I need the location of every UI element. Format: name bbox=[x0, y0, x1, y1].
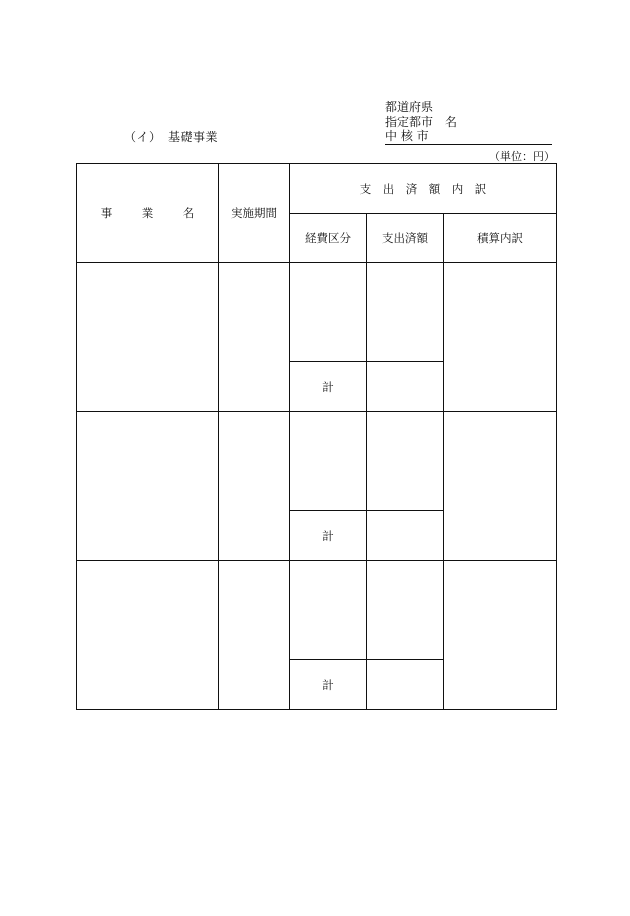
org-line-prefecture: 都道府県 bbox=[385, 100, 434, 114]
expense-category-cell[interactable] bbox=[290, 263, 367, 362]
period-cell[interactable] bbox=[219, 561, 290, 710]
header-breakdown-label: 支 出 済 額 内 訳 bbox=[359, 181, 487, 196]
header-expense-category-label: 経費区分 bbox=[305, 231, 351, 245]
table-row bbox=[77, 263, 557, 362]
period-cell[interactable] bbox=[219, 412, 290, 561]
project-name-cell[interactable] bbox=[77, 263, 219, 412]
calculation-cell[interactable] bbox=[444, 561, 557, 710]
header-amount-label: 支出済額 bbox=[382, 231, 428, 245]
organization-block bbox=[385, 100, 552, 145]
table-row bbox=[77, 561, 557, 660]
header-project-name bbox=[77, 164, 219, 263]
project-name-cell[interactable] bbox=[77, 561, 219, 710]
header-row-1 bbox=[77, 164, 557, 214]
header-expense-category bbox=[290, 214, 367, 263]
header-project-name-label: 事 業 名 bbox=[100, 206, 204, 220]
header-breakdown bbox=[290, 164, 557, 214]
total-label: 計 bbox=[322, 677, 334, 692]
calculation-cell[interactable] bbox=[444, 263, 557, 412]
header-period bbox=[219, 164, 290, 263]
expenditure-table bbox=[76, 163, 557, 710]
calculation-cell[interactable] bbox=[444, 412, 557, 561]
expense-category-cell[interactable] bbox=[290, 412, 367, 511]
total-label-cell bbox=[290, 660, 367, 710]
total-label: 計 bbox=[322, 379, 334, 394]
total-amount-cell[interactable] bbox=[367, 511, 444, 561]
total-label: 計 bbox=[322, 528, 334, 543]
header-calculation-label: 積算内訳 bbox=[477, 231, 523, 245]
total-amount-cell[interactable] bbox=[367, 660, 444, 710]
org-line-core-city: 中 核 市 bbox=[385, 129, 552, 145]
table-row bbox=[77, 412, 557, 511]
period-cell[interactable] bbox=[219, 263, 290, 412]
expense-category-cell[interactable] bbox=[290, 561, 367, 660]
total-amount-cell[interactable] bbox=[367, 362, 444, 412]
unit-label: （単位：円） bbox=[489, 150, 555, 163]
project-name-cell[interactable] bbox=[77, 412, 219, 561]
org-line-designated-city: 指定都市 名 bbox=[385, 114, 458, 129]
total-label-cell bbox=[290, 511, 367, 561]
section-title: （イ） 基礎事業 bbox=[124, 130, 219, 144]
amount-cell[interactable] bbox=[367, 412, 444, 511]
header-amount bbox=[367, 214, 444, 263]
amount-cell[interactable] bbox=[367, 561, 444, 660]
amount-cell[interactable] bbox=[367, 263, 444, 362]
header-calculation bbox=[444, 214, 557, 263]
total-label-cell bbox=[290, 362, 367, 412]
header-period-label: 実施期間 bbox=[231, 206, 277, 220]
